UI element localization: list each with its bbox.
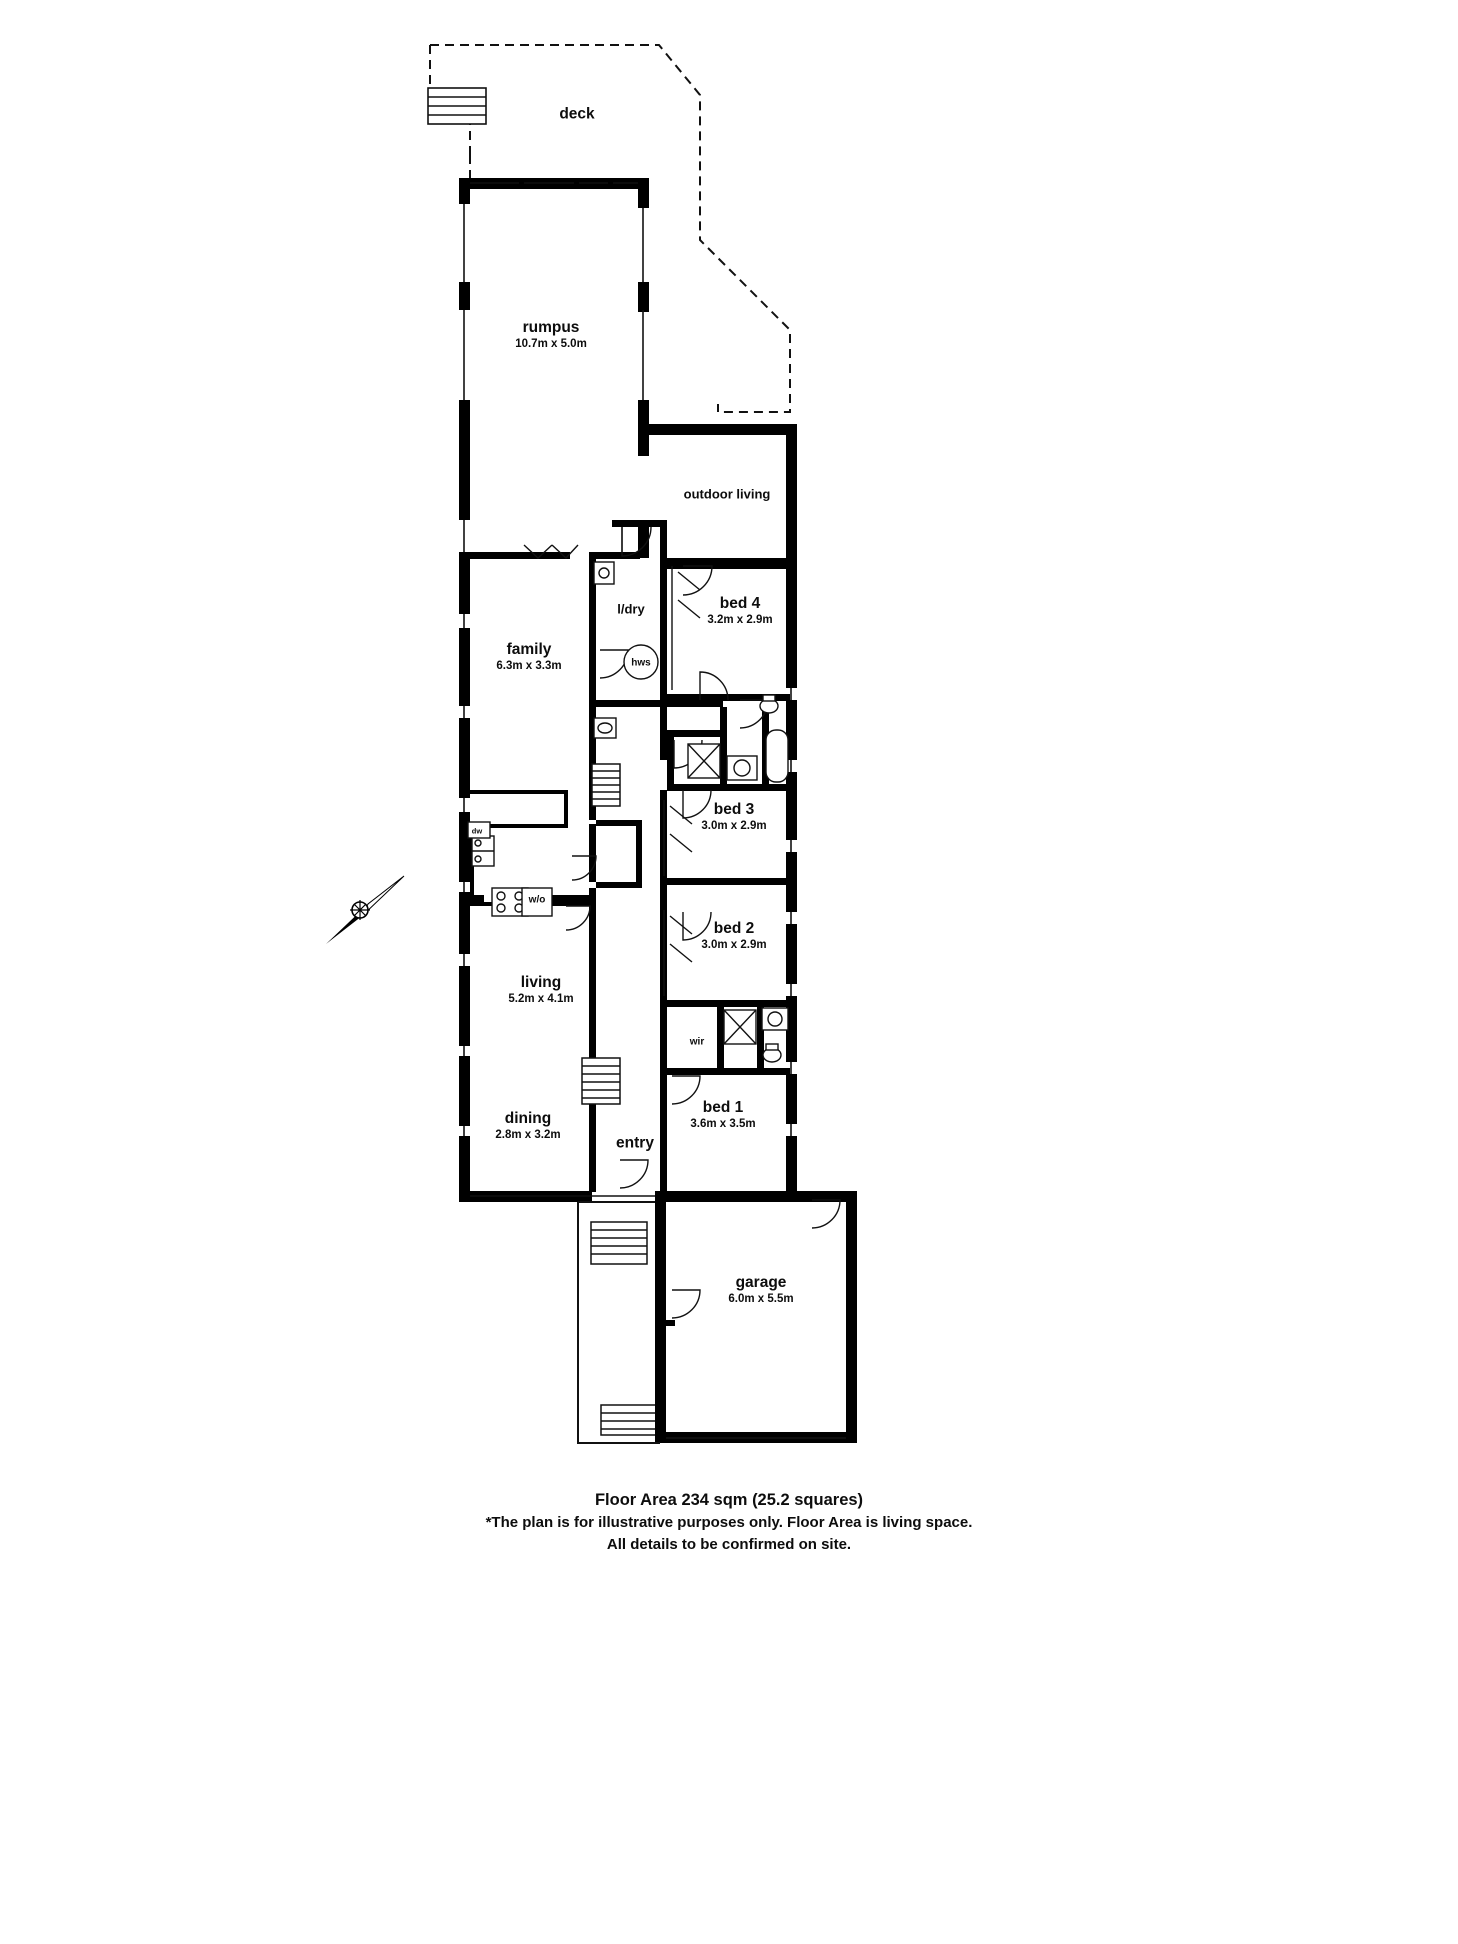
room-name: outdoor living <box>683 486 771 502</box>
disclaimer-line-2: All details to be confirmed on site. <box>606 1536 852 1553</box>
disclaimer-line-1: *The plan is for illustrative purposes only. Floor Area is living space. <box>485 1514 973 1531</box>
room-name: wir <box>689 1036 705 1048</box>
room-dims: 5.2m x 4.1m <box>508 993 574 1005</box>
room-dims: 3.0m x 2.9m <box>701 939 767 951</box>
room-name: hws <box>631 657 651 669</box>
room-name: family <box>506 641 552 658</box>
fixtures <box>468 562 788 1062</box>
room-name: entry <box>616 1134 654 1152</box>
room-dims: 10.7m x 5.0m <box>515 338 587 350</box>
room-dims: 3.6m x 3.5m <box>690 1118 756 1130</box>
north-compass <box>326 876 404 944</box>
room-name: w/o <box>528 894 546 906</box>
room-dims: 6.0m x 5.5m <box>728 1293 794 1305</box>
room-name: living <box>520 974 562 991</box>
floor-area-text: Floor Area 234 sqm (25.2 squares) <box>594 1491 864 1509</box>
room-dims: 2.8m x 3.2m <box>495 1129 561 1141</box>
room-dims: 6.3m x 3.3m <box>496 660 562 672</box>
room-name: l/dry <box>617 601 645 617</box>
exterior-walls <box>459 178 797 1202</box>
room-name: deck <box>559 105 595 123</box>
room-name: bed 2 <box>713 920 755 937</box>
room-name: garage <box>735 1274 787 1291</box>
room-name: bed 3 <box>713 801 755 818</box>
room-name: rumpus <box>522 319 580 336</box>
room-dims: 3.0m x 2.9m <box>701 820 767 832</box>
room-name: bed 1 <box>702 1099 744 1116</box>
room-name: dining <box>504 1110 552 1127</box>
room-name: bed 4 <box>719 595 761 612</box>
floor-area-footer <box>0 1489 1458 1556</box>
garage-outline <box>655 1191 857 1443</box>
interior-walls <box>470 520 797 1192</box>
room-dims: 3.2m x 2.9m <box>707 614 773 626</box>
room-name: dw <box>471 826 483 836</box>
deck-steps <box>428 88 486 124</box>
